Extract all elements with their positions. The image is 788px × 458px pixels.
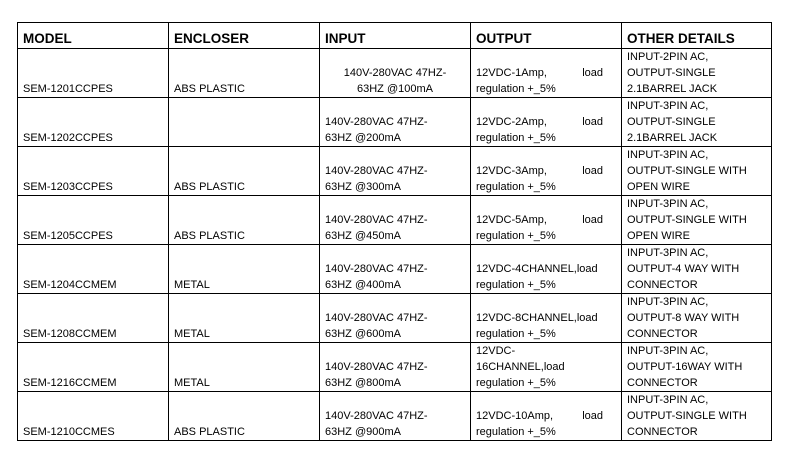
output-rating: 12VDC-2Amp, xyxy=(476,116,547,128)
cell-other-details xyxy=(622,196,772,245)
details-line-3: CONNECTOR xyxy=(627,426,698,438)
table-row xyxy=(18,294,772,343)
output-line-1 xyxy=(476,163,621,179)
details-line-3: CONNECTOR xyxy=(627,328,698,340)
details-line-2: OUTPUT-SINGLE WITH xyxy=(627,214,747,226)
output-line-1 xyxy=(476,114,621,130)
input-line-1: 140V-280VAC 47HZ- xyxy=(325,116,428,128)
cell-input xyxy=(320,196,471,245)
output-load-word: load xyxy=(582,116,603,128)
input-line-1: 140V-280VAC 47HZ- xyxy=(325,263,428,275)
table-row xyxy=(18,147,772,196)
details-line-3: CONNECTOR xyxy=(627,279,698,291)
table-row xyxy=(18,98,772,147)
details-line-2: OUTPUT-16WAY WITH xyxy=(627,361,743,373)
cell-input xyxy=(320,294,471,343)
header-row xyxy=(18,23,772,49)
output-rating: 12VDC-4CHANNEL,load xyxy=(476,263,598,275)
details-line-1: INPUT-3PIN AC, xyxy=(627,394,709,406)
header-model: MODEL xyxy=(18,23,169,49)
details-line-1: INPUT-3PIN AC, xyxy=(627,296,709,308)
output-line-2: regulation +_5% xyxy=(476,426,556,438)
details-line-3: OPEN WIRE xyxy=(627,181,690,193)
input-line-2: 63HZ @300mA xyxy=(325,181,401,193)
output-rating: 12VDC-10Amp, xyxy=(476,410,554,422)
details-line-3: OPEN WIRE xyxy=(627,230,690,242)
output-line-2: regulation +_5% xyxy=(476,377,556,389)
details-line-2: OUTPUT-SINGLE WITH xyxy=(627,165,747,177)
cell-model: SEM-1210CCMES xyxy=(18,392,169,441)
input-line-2: 63HZ @900mA xyxy=(325,426,401,438)
input-line-2: 63HZ @800mA xyxy=(325,377,401,389)
cell-other-details xyxy=(622,147,772,196)
cell-other-details xyxy=(622,343,772,392)
details-line-3: 2.1BARREL JACK xyxy=(627,132,718,144)
input-line-1: 140V-280VAC 47HZ- xyxy=(343,67,447,79)
cell-input xyxy=(320,49,471,98)
details-line-1: INPUT-3PIN AC, xyxy=(627,247,709,259)
details-line-3: CONNECTOR xyxy=(627,377,698,389)
header-input: INPUT xyxy=(320,23,471,49)
cell-other-details xyxy=(622,392,772,441)
input-line-2: 63HZ @100mA xyxy=(357,83,433,95)
cell-output xyxy=(471,196,622,245)
cell-model: SEM-1201CCPES xyxy=(18,49,169,98)
table-row xyxy=(18,49,772,98)
input-line-2: 63HZ @450mA xyxy=(325,230,401,242)
cell-model: SEM-1203CCPES xyxy=(18,147,169,196)
output-rating: 12VDC-1Amp, xyxy=(476,67,547,79)
cell-input xyxy=(320,245,471,294)
output-line-1 xyxy=(476,65,621,81)
header-encloser: ENCLOSER xyxy=(169,23,320,49)
output-load-word: load xyxy=(582,214,603,226)
details-line-1: INPUT-3PIN AC, xyxy=(627,149,709,161)
input-line-1: 140V-280VAC 47HZ- xyxy=(325,312,428,324)
output-line-1 xyxy=(476,310,621,326)
details-line-1: INPUT-3PIN AC, xyxy=(627,100,709,112)
cell-input xyxy=(320,147,471,196)
output-load-word: load xyxy=(582,410,603,422)
details-line-1: INPUT-3PIN AC, xyxy=(627,345,709,357)
output-line-2: regulation +_5% xyxy=(476,132,556,144)
cell-input xyxy=(320,343,471,392)
cell-output xyxy=(471,343,622,392)
details-line-1: INPUT-2PIN AC, xyxy=(627,51,709,63)
cell-other-details xyxy=(622,49,772,98)
details-line-2: OUTPUT-SINGLE WITH xyxy=(627,410,747,422)
input-line-1: 140V-280VAC 47HZ- xyxy=(325,214,428,226)
input-line-1: 140V-280VAC 47HZ- xyxy=(325,361,428,373)
cell-input xyxy=(320,392,471,441)
output-line-1 xyxy=(476,212,621,228)
cell-input xyxy=(320,98,471,147)
product-spec-table xyxy=(17,22,772,441)
cell-encloser: ABS PLASTIC xyxy=(169,147,320,196)
header-other-details: OTHER DETAILS xyxy=(622,23,772,49)
header-output: OUTPUT xyxy=(471,23,622,49)
details-line-2: OUTPUT-4 WAY WITH xyxy=(627,263,740,275)
input-line-2: 63HZ @400mA xyxy=(325,279,401,291)
details-line-1: INPUT-3PIN AC, xyxy=(627,198,709,210)
cell-model: SEM-1205CCPES xyxy=(18,196,169,245)
cell-encloser: METAL xyxy=(169,245,320,294)
details-line-3: 2.1BARREL JACK xyxy=(627,83,718,95)
output-line-2: regulation +_5% xyxy=(476,279,556,291)
output-line-2: regulation +_5% xyxy=(476,230,556,242)
output-line-1 xyxy=(476,408,621,424)
cell-model: SEM-1204CCMEM xyxy=(18,245,169,294)
cell-output xyxy=(471,147,622,196)
cell-output xyxy=(471,294,622,343)
cell-other-details xyxy=(622,245,772,294)
details-line-2: OUTPUT-SINGLE xyxy=(627,116,716,128)
output-line-1 xyxy=(476,261,621,277)
output-rating: 12VDC-8CHANNEL,load xyxy=(476,312,598,324)
cell-encloser: METAL xyxy=(169,343,320,392)
cell-encloser: METAL xyxy=(169,294,320,343)
table-row xyxy=(18,343,772,392)
cell-encloser: ABS PLASTIC xyxy=(169,392,320,441)
cell-model: SEM-1216CCMEM xyxy=(18,343,169,392)
cell-output xyxy=(471,245,622,294)
output-rating: 12VDC-3Amp, xyxy=(476,165,547,177)
cell-output xyxy=(471,49,622,98)
output-load-word: load xyxy=(582,165,603,177)
cell-encloser: ABS PLASTIC xyxy=(169,196,320,245)
input-line-1: 140V-280VAC 47HZ- xyxy=(325,410,428,422)
cell-output xyxy=(471,98,622,147)
cell-other-details xyxy=(622,98,772,147)
cell-encloser xyxy=(169,98,320,147)
cell-encloser: ABS PLASTIC xyxy=(169,49,320,98)
input-line-2: 63HZ @200mA xyxy=(325,132,401,144)
table-row xyxy=(18,196,772,245)
table-row xyxy=(18,245,772,294)
cell-output xyxy=(471,392,622,441)
output-line-2: regulation +_5% xyxy=(476,181,556,193)
output-rating: 12VDC-16CHANNEL,load xyxy=(476,345,565,373)
cell-other-details xyxy=(622,294,772,343)
input-line-1: 140V-280VAC 47HZ- xyxy=(325,165,428,177)
input-line-2: 63HZ @600mA xyxy=(325,328,401,340)
output-line-2: regulation +_5% xyxy=(476,83,556,95)
details-line-2: OUTPUT-SINGLE xyxy=(627,67,716,79)
table-row xyxy=(18,392,772,441)
cell-model: SEM-1202CCPES xyxy=(18,98,169,147)
output-rating: 12VDC-5Amp, xyxy=(476,214,547,226)
details-line-2: OUTPUT-8 WAY WITH xyxy=(627,312,740,324)
cell-model: SEM-1208CCMEM xyxy=(18,294,169,343)
output-line-1 xyxy=(476,343,621,375)
output-line-2: regulation +_5% xyxy=(476,328,556,340)
output-load-word: load xyxy=(582,67,603,79)
